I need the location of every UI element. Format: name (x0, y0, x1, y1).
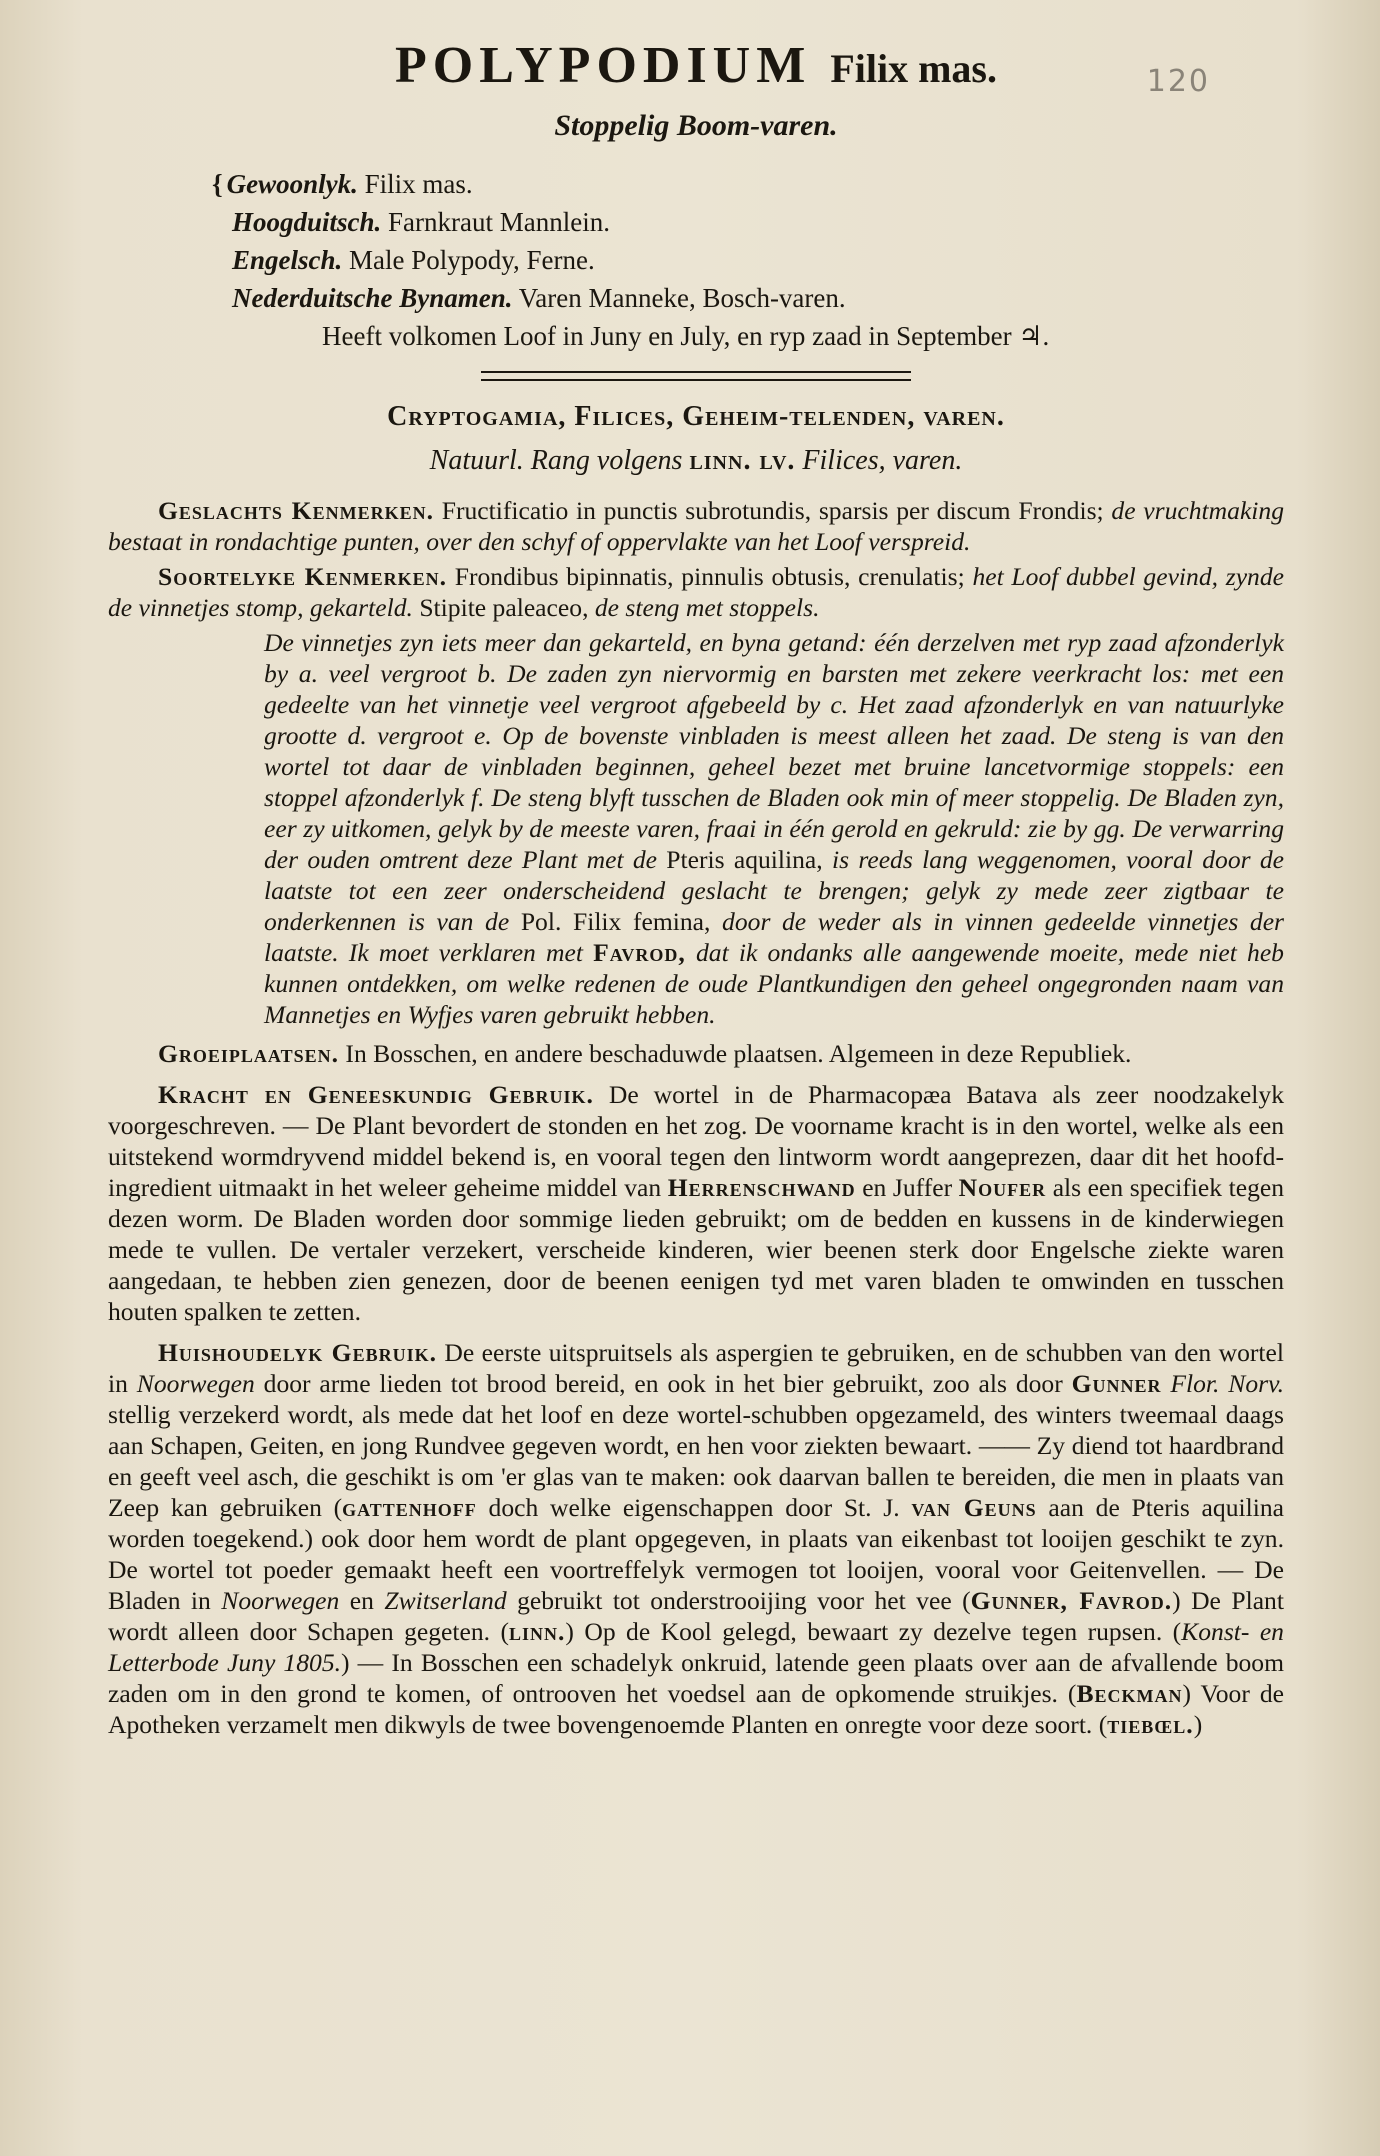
paragraph-text: ) — In Bosschen een schadelyk onkruid, latende geen plaats over aan de afvallende boom zaden om in den grond te komen, of ontrooven het voedsel aan de opkomende struikjes. ( (108, 1648, 1284, 1708)
author-name: linn. (508, 1617, 566, 1646)
natural-order-prefix: Natuurl. Rang volgens (429, 445, 683, 476)
genus-characteristics (108, 495, 1284, 557)
paragraph-text: en (349, 1586, 374, 1615)
work-citation: Konst- en Letterbode Juny 1805. (108, 1617, 1284, 1677)
natural-order-line (108, 445, 1284, 477)
name-row-engelsch (232, 241, 1284, 279)
place-name: Noorwegen (221, 1586, 340, 1615)
paragraph-text: De eerste uitspruitsels als aspergien te gebruiken, en de schubben van den wortel in (108, 1338, 1284, 1398)
vernacular-names (212, 165, 1284, 317)
name-row-gewoonlyk (212, 165, 1284, 203)
name-row-hoogduitsch (232, 203, 1284, 241)
description-block (264, 627, 1284, 1030)
name-label: Nederduitsche Bynamen. (232, 283, 513, 313)
author-name: Favrod, (593, 938, 686, 967)
latin-text: Fructificatio in punctis subrotundis, sparsis per discum Frondis; (441, 496, 1104, 525)
work-citation: Flor. Norv. (1170, 1369, 1284, 1398)
author-name: Gunner (1071, 1369, 1162, 1398)
paragraph-text: De wortel in de Pharmacopæa Batava als zeer noodzakelyk voorgeschreven. — De Plant bevordert de stonden en het zog. De voorname kracht is in den wortel, welke als een uitstekend wormdryvend middel bekend is, en vooral tegen den lintworm wordt aangeprezen, daar dit het hoofd-ingredient uitmaakt in het weleer geheime middel van (108, 1080, 1285, 1202)
page-title (108, 36, 1284, 95)
name-value: Filix mas. (364, 169, 473, 199)
natural-order-linn: linn. lv. (689, 445, 796, 476)
name-row-nederduitsch (232, 279, 1284, 317)
author-name: Herrenschwand (667, 1173, 856, 1202)
section-label: Groeiplaatsen. (158, 1039, 340, 1068)
natural-order-suffix: Filices, varen. (802, 445, 963, 476)
ornamental-rule (481, 371, 911, 381)
paragraph-text: aan de Pteris aquilina worden toegekend.) ook door hem wordt de plant opgegeven, in plaats van eikenbast tot looijen geschikt te zyn. De wortel tot poeder gemaakt heeft een voortreffelyk vermogen tot looijen, vooral voor Geitenvellen. — De Bladen in (108, 1493, 1284, 1615)
paragraph-text: door arme lieden tot brood bereid, en ook in het bier gebruikt, zoo als door (263, 1369, 1063, 1398)
paragraph-text: als een specifiek tegen dezen worm. De Bladen worden door sommige lieden gebruikt; om de bedden en kussens in de kinderwiegen mede te vullen. De vertaler verzekert, verscheide kinderen, wier beenen sterk door Engelsche ziekte waren aangedaan, te hebben zien genezen, door de beenen eenigen tyd met varen bladen te omwinden en tusschen houten spalken te zetten. (108, 1173, 1285, 1326)
season-line: Heeft volkomen Loof in Juny en July, en ryp zaad in September ♃. (322, 321, 1050, 351)
description-text: door de weder als in vinnen gedeelde vinnetjes der laatste. Ik moet verklaren met (264, 907, 1285, 967)
subtitle: Stoppelig Boom-varen. (554, 109, 838, 142)
species-name: Filix mas. (830, 46, 997, 91)
description-text: dat ik ondanks alle aangewende moeite, mede niet heb kunnen ontdekken, om welke redenen de oude Plantkundigen den geheel ongegronden naam van Mannetjes en Wyfjes varen gebruikt hebben. (264, 938, 1284, 1029)
habitat-text: In Bosschen, en andere beschaduwde plaatsen. Algemeen in deze Republiek. (345, 1039, 1132, 1068)
description-text: is reeds lang weggenomen, vooral door de laatste tot een zeer onderscheidend geslacht te brengen; gelyk zy mede zeer zigtbaar te onderkennen is van de (264, 845, 1285, 936)
paragraph-text: en Juffer (862, 1173, 953, 1202)
name-label: Gewoonlyk. (226, 169, 358, 199)
brace-mark: { (212, 169, 223, 199)
section-label: Huishoudelyk Gebruik. (158, 1338, 438, 1367)
name-value: Varen Manneke, Bosch-varen. (518, 283, 846, 313)
paragraph-text: doch welke eigenschappen door St. J. (488, 1493, 900, 1522)
paragraph-text: ) De Plant wordt alleen door Schapen gegeten. ( (108, 1586, 1284, 1646)
name-label: Hoogduitsch. (232, 207, 382, 237)
author-name: tiebœl. (1107, 1710, 1194, 1739)
author-name: van Geuns (911, 1493, 1037, 1522)
name-value: Farnkraut Mannlein. (388, 207, 610, 237)
page-number: 120 (1146, 64, 1210, 99)
section-label: Geslachts Kenmerken. (158, 496, 434, 525)
dutch-text: de steng met stoppels. (594, 593, 820, 622)
genus-name: POLYPODIUM (395, 37, 812, 94)
name-value: Male Polypody, Ferne. (349, 245, 595, 275)
species-characteristics (108, 561, 1284, 623)
section-label: Soortelyke Kenmerken. (158, 562, 447, 591)
paragraph-text: stellig verzekerd wordt, als mede dat het loof en deze wortel-schubben opgezameld, des winters tweemaal daags aan Schapen, Geiten, en jong Rundvee gegeven wordt, en hen voor ziekten bewaart. —— Zy diend tot haardbrand en geeft veel asch, die geschikt is om 'er glas van te maken: ook daarvan ballen te bereiden, die men in plaats van Zeep kan gebruiken ( (108, 1400, 1284, 1522)
species-reference: Pteris aquilina, (666, 845, 823, 874)
dutch-text: de vruchtmaking bestaat in rondachtige punten, over den schyf of oppervlakte van het Loof verspreid. (108, 496, 1285, 556)
latin-text: Stipite paleaceo, (419, 593, 589, 622)
author-name: gattenhoff (342, 1493, 477, 1522)
paragraph-text: ) Voor de Apotheken verzamelt men dikwyls de twee bovengenoemde Planten en onregte voor deze soort. ( (108, 1679, 1284, 1739)
paragraph-text: ) Op de Kool gelegd, bewaart zy dezelve tegen rupsen. ( (565, 1617, 1182, 1646)
author-name: Noufer (958, 1173, 1047, 1202)
name-label: Engelsch. (232, 245, 343, 275)
dutch-text: het Loof dubbel gevind, zynde de vinnetjes stomp, gekarteld. (108, 562, 1285, 622)
section-label: Kracht en Geneeskundig Gebruik. (158, 1080, 594, 1109)
place-name: Zwitserland (384, 1586, 507, 1615)
household-paragraph (108, 1337, 1284, 1740)
classification-heading: Cryptogamia, Filices, Geheim-telenden, varen. (387, 401, 1005, 432)
latin-text: Frondibus bipinnatis, pinnulis obtusis, crenulatis; (454, 562, 965, 591)
paragraph-text: gebruikt tot onderstrooijing voor het vee ( (517, 1586, 971, 1615)
species-reference: Pol. Filix femina, (520, 907, 711, 936)
habitat-paragraph (108, 1038, 1284, 1069)
paragraph-text: ) (1193, 1710, 1203, 1739)
author-name: Gunner, Favrod. (970, 1586, 1173, 1615)
place-name: Noorwegen (136, 1369, 255, 1398)
description-text: De vinnetjes zyn iets meer dan gekarteld, en byna getand: één derzelven met ryp zaad afzonderlyk by a. veel vergroot b. De zaden zyn niervormig en barsten met zekere veerkracht los: met een gedeelte van het vinnetje veel vergroot afgebeeld by c. Het zaad afzonderlyk en van natuurlyke grootte d. vergroot e. Op de bovenste vinbladen is meest alleen het zaad. De steng is van den wortel tot daar de vinbladen beginnen, geheel bezet met bruine lancetvormige stoppels: een stoppel afzonderlyk f. De steng blyft tusschen de Bladen ook min of meer stoppelig. De Bladen zyn, eer zy uitkomen, gelyk by de meeste varen, fraai in één gerold en gekruld: zie by gg. De verwarring der ouden omtrent deze Plant met de (264, 628, 1284, 874)
author-name: Beckman (1076, 1679, 1183, 1708)
medicinal-paragraph (108, 1079, 1284, 1327)
